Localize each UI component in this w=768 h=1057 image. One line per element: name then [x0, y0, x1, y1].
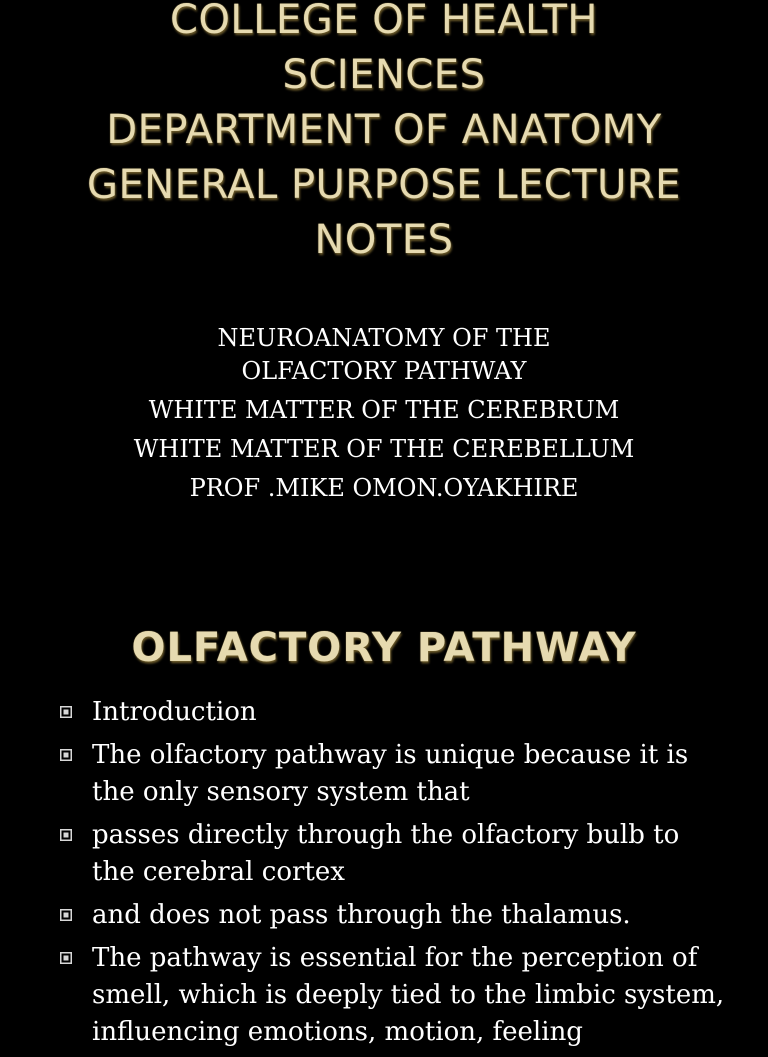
title-line: SCIENCES — [282, 52, 486, 98]
subtitle-line: WHITE MATTER OF THE CEREBELLUM — [133, 435, 635, 463]
list-item — [0, 940, 768, 1051]
boxed-square-bullet-icon — [60, 706, 72, 718]
bullet-list — [0, 694, 768, 1057]
slide-heading: OLFACTORY PATHWAY — [131, 625, 637, 671]
title-line: COLLEGE OF HEALTH — [170, 0, 598, 43]
slide-title — [0, 0, 768, 268]
boxed-square-bullet-icon — [60, 829, 72, 841]
bullet-text: The pathway is essential for the perception of smell, which is deeply tied to the limbic system, influencing emotions, motion, feeling — [92, 943, 725, 1047]
slide-subtitle — [0, 322, 768, 505]
list-item — [0, 817, 768, 891]
title-line: NOTES — [314, 217, 454, 263]
boxed-square-bullet-icon — [60, 749, 72, 761]
bullet-text: and does not pass through the thalamus. — [92, 900, 631, 930]
bullet-text: The olfactory pathway is unique because it is the only sensory system that — [92, 740, 689, 807]
list-item — [0, 897, 768, 934]
bullet-text: passes directly through the olfactory bulb to the cerebral cortex — [92, 820, 680, 887]
content-slide — [0, 600, 768, 1047]
subtitle-line: OLFACTORY PATHWAY — [241, 357, 527, 385]
subtitle-line: WHITE MATTER OF THE CEREBRUM — [148, 396, 620, 424]
title-line: DEPARTMENT OF ANATOMY — [106, 107, 662, 153]
list-item — [0, 737, 768, 811]
author-line: PROF .MIKE OMON.OYAKHIRE — [189, 474, 579, 502]
title-line: GENERAL PURPOSE LECTURE — [87, 162, 681, 208]
bullet-text: Introduction — [92, 697, 257, 727]
list-item — [0, 694, 768, 731]
boxed-square-bullet-icon — [60, 952, 72, 964]
subtitle-line: NEUROANATOMY OF THE — [217, 324, 551, 352]
boxed-square-bullet-icon — [60, 909, 72, 921]
